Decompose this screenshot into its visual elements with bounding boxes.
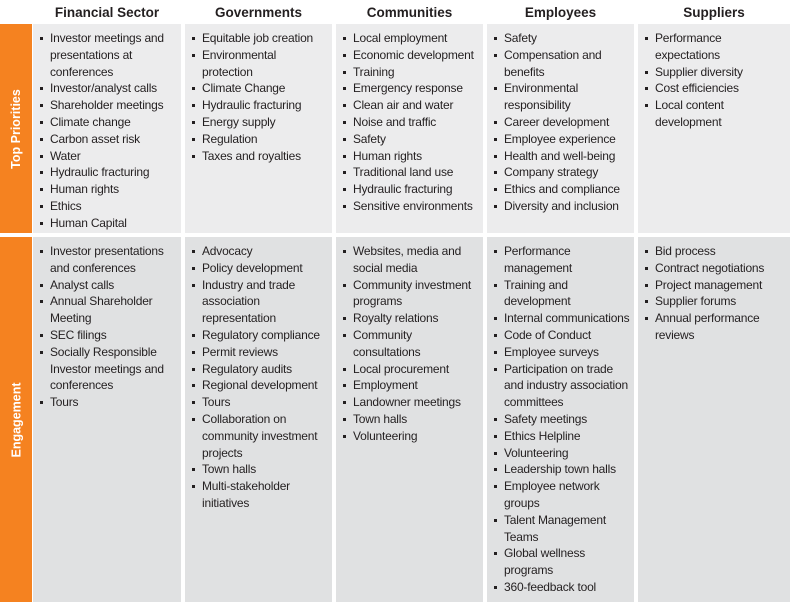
list-item: Internal communications [493,310,630,327]
list-item: Global wellness programs [493,545,630,579]
column-header: Suppliers [683,4,745,20]
list-item: Safety meetings [493,411,630,428]
bullet-list [493,243,630,596]
list-item: Tours [191,394,328,411]
list-item: Diversity and inclusion [493,198,630,215]
list-item: Emergency response [342,80,479,97]
list-item: Hydraulic fracturing [191,97,328,114]
list-item: Leadership town halls [493,461,630,478]
list-item: Safety [493,30,630,47]
list-item: Policy development [191,260,328,277]
list-item: Contract negotiations [644,260,786,277]
table-cell [638,24,790,233]
list-item: Economic development [342,47,479,64]
column-header: Communities [366,4,453,20]
list-item: Human rights [342,148,479,165]
list-item: Ethics [39,198,177,215]
list-item: Sensitive environments [342,198,479,215]
list-item: Supplier diversity [644,64,786,81]
bullet-list [39,30,177,232]
list-item: Ethics and compliance [493,181,630,198]
list-item: Talent Management Teams [493,512,630,546]
list-item: Hydraulic fracturing [39,164,177,181]
list-item: Investor/analyst calls [39,80,177,97]
list-item: Analyst calls [39,277,177,294]
list-item: Ethics Helpline [493,428,630,445]
list-item: Project management [644,277,786,294]
list-item: Collaboration on community investment projects [191,411,328,461]
list-item: Performance expectations [644,30,786,64]
list-item: Training [342,64,479,81]
list-item: Training and development [493,277,630,311]
list-item: Compensation and benefits [493,47,630,81]
bullet-list [191,30,328,164]
list-item: Environmental responsibility [493,80,630,114]
list-item: Employee surveys [493,344,630,361]
list-item: Regulatory audits [191,361,328,378]
column-header: Governments [214,4,303,20]
column-header: Financial Sector [54,4,160,20]
list-item: Employee network groups [493,478,630,512]
table-cell [33,237,181,602]
list-item: Water [39,148,177,165]
list-item: Advocacy [191,243,328,260]
list-item: Climate Change [191,80,328,97]
list-item: Volunteering [493,445,630,462]
bullet-list [644,243,786,344]
list-item: Noise and traffic [342,114,479,131]
list-item: Environmental protection [191,47,328,81]
list-item: Cost efficiencies [644,80,786,97]
table-cell [487,237,634,602]
list-item: Annual Shareholder Meeting [39,293,177,327]
list-item: Human Capital [39,215,177,232]
list-item: Tours [39,394,177,411]
list-item: Industry and trade association representation [191,277,328,327]
row-label [0,24,32,233]
list-item: Energy supply [191,114,328,131]
list-item: Landowner meetings [342,394,479,411]
list-item: Regulatory compliance [191,327,328,344]
list-item: Royalty relations [342,310,479,327]
list-item: Regional development [191,377,328,394]
list-item: Community investment programs [342,277,479,311]
list-item: Investor presentations and conferences [39,243,177,277]
list-item: Multi-stakeholder initiatives [191,478,328,512]
table-cell [336,237,483,602]
list-item: Investor meetings and presentations at conferences [39,30,177,80]
bullet-list [39,243,177,411]
list-item: Town halls [191,461,328,478]
list-item: Career development [493,114,630,131]
list-item: Local procurement [342,361,479,378]
bullet-list [191,243,328,512]
table-cell [185,24,332,233]
list-item: Volunteering [342,428,479,445]
table-cell [638,237,790,602]
table-cell [336,24,483,233]
list-item: Traditional land use [342,164,479,181]
list-item: Community consultations [342,327,479,361]
table-cell [487,24,634,233]
list-item: Equitable job creation [191,30,328,47]
list-item: Shareholder meetings [39,97,177,114]
table-cell [33,24,181,233]
list-item: Safety [342,131,479,148]
list-item: Websites, media and social media [342,243,479,277]
bullet-list [342,243,479,445]
table-cell [185,237,332,602]
list-item: Employee experience [493,131,630,148]
list-item: Annual performance reviews [644,310,786,344]
row-label-text: Top Priorities [9,88,24,169]
list-item: Hydraulic fracturing [342,181,479,198]
list-item: Human rights [39,181,177,198]
list-item: Local content development [644,97,786,131]
column-header: Employees [524,4,597,20]
list-item: Performance management [493,243,630,277]
list-item: Local employment [342,30,479,47]
list-item: Employment [342,377,479,394]
row-label [0,237,32,602]
list-item: SEC filings [39,327,177,344]
list-item: Carbon asset risk [39,131,177,148]
list-item: Code of Conduct [493,327,630,344]
bullet-list [493,30,630,215]
list-item: Climate change [39,114,177,131]
list-item: Participation on trade and industry association committees [493,361,630,411]
list-item: Company strategy [493,164,630,181]
list-item: Supplier forums [644,293,786,310]
bullet-list [342,30,479,215]
list-item: Town halls [342,411,479,428]
list-item: Taxes and royalties [191,148,328,165]
list-item: 360-feedback tool [493,579,630,596]
row-label-text: Engagement [9,381,24,458]
list-item: Socially Responsible Investor meetings and conferences [39,344,177,394]
list-item: Clean air and water [342,97,479,114]
list-item: Health and well-being [493,148,630,165]
bullet-list [644,30,786,131]
list-item: Regulation [191,131,328,148]
list-item: Permit reviews [191,344,328,361]
list-item: Bid process [644,243,786,260]
